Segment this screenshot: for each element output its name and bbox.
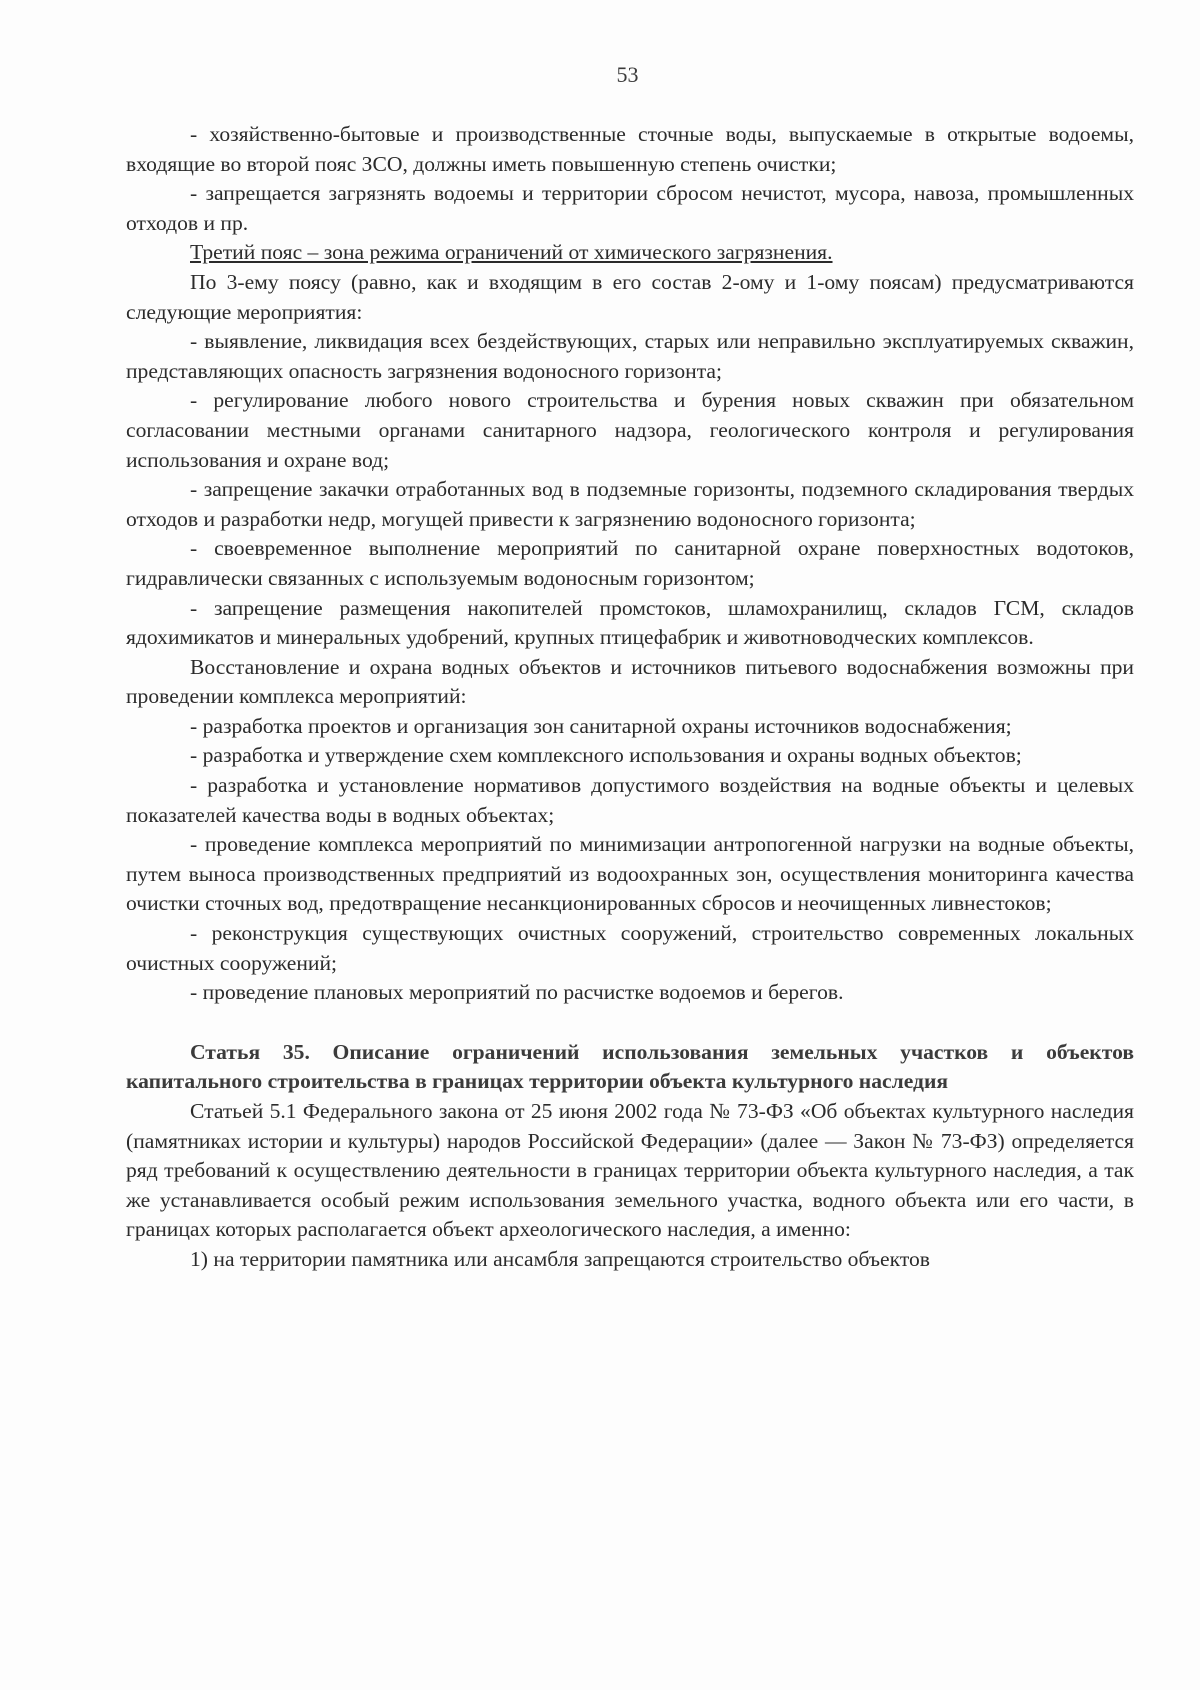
paragraph-surface-protection: - своевременное выполнение мероприятий по санитарной охране поверхностных водотоков, гидравлически связанных с используемым водоносным горизонтом; [126, 536, 1134, 590]
article-35-heading: Статья 35. Описание ограничений использования земельных участков и объектов капитального строительства в границах территории объекта культурного наследия [126, 1039, 1134, 1094]
third-zone-heading [126, 238, 1134, 268]
paragraph-zone-measures-intro: По 3-ему поясу (равно, как и входящим в его состав 2-ому и 1-ому поясам) предусматриваются следующие мероприятия: [126, 269, 1134, 324]
paragraph-complex-schemes: - разработка и утверждение схем комплексного использования и охраны водных объектов; [190, 743, 1022, 768]
paragraph-item-1: 1) на территории памятника или ансамбля запрещаются строительство объектов [190, 1246, 930, 1271]
paragraph-law-73fz: Статьей 5.1 Федерального закона от 25 июня 2002 года № 73-ФЗ «Об объектах культурного наследия (памятниках истории и культуры) народов Российской Федерации» (далее — Закон № 73-ФЗ) определяется ряд требований к осуществлению деятельности в границах территории объекта культурного наследия, а так же устанавливается особый режим использования земельного участка, водного объекта или его части, в границах которых располагается объект археологического наследия, а именно: [126, 1099, 1134, 1242]
paragraph-anthropogenic-load: - проведение комплекса мероприятий по минимизации антропогенной нагрузки на водные объекты, путем выноса производственных предприятий из водоохранных зон, осуществления мониторинга качества очистки сточных вод, предотвращение несанкционированных сбросов и неочищенных ливнестоков; [126, 832, 1134, 916]
paragraph-restoration-intro: Восстановление и охрана водных объектов и источников питьевого водоснабжения возможны при проведении комплекса мероприятий: [126, 654, 1134, 709]
paragraph-pollution-ban: - запрещается загрязнять водоемы и территории сбросом нечистот, мусора, навоза, промышленных отходов и пр. [126, 181, 1134, 235]
paragraph-impact-norms: - разработка и установление нормативов допустимого воздействия на водные объекты и целевых показателей качества воды в водных объектах; [126, 773, 1134, 827]
paragraph-wastewater-treatment: - хозяйственно-бытовые и производственные сточные воды, выпускаемые в открытые водоемы, входящие во второй пояс ЗСО, должны иметь повышенную степень очистки; [126, 122, 1134, 176]
third-zone-heading-text: Третий пояс – зона режима ограничений от химического загрязнения. [190, 240, 833, 265]
document-body [126, 120, 1134, 1275]
paragraph-construction-regulation: - регулирование любого нового строительства и бурения новых скважин при обязательном согласовании местными органами санитарного надзора, геологического контроля и регулирования использования и охране вод; [126, 388, 1134, 472]
paragraph-injection-ban: - запрещение закачки отработанных вод в подземные горизонты, подземного складирования твердых отходов и разработки недр, могущей привести к загрязнению водоносного горизонта; [126, 477, 1134, 531]
paragraph-reconstruction: - реконструкция существующих очистных сооружений, строительство современных локальных очистных сооружений; [126, 921, 1134, 975]
paragraph-sanitary-zones: - разработка проектов и организация зон санитарной охраны источников водоснабжения; [190, 713, 1012, 738]
page-number: 53 [616, 62, 639, 87]
paragraph-wells-liquidation: - выявление, ликвидация всех бездействующих, старых или неправильно эксплуатируемых скважин, представляющих опасность загрязнения водоносного горизонта; [126, 329, 1134, 383]
paragraph-storage-ban: - запрещение размещения накопителей промстоков, шламохранилищ, складов ГСМ, складов ядохимикатов и минеральных удобрений, крупных птицефабрик и животноводческих комплексов. [126, 595, 1134, 650]
paragraph-cleaning: - проведение плановых мероприятий по расчистке водоемов и берегов. [190, 980, 844, 1005]
